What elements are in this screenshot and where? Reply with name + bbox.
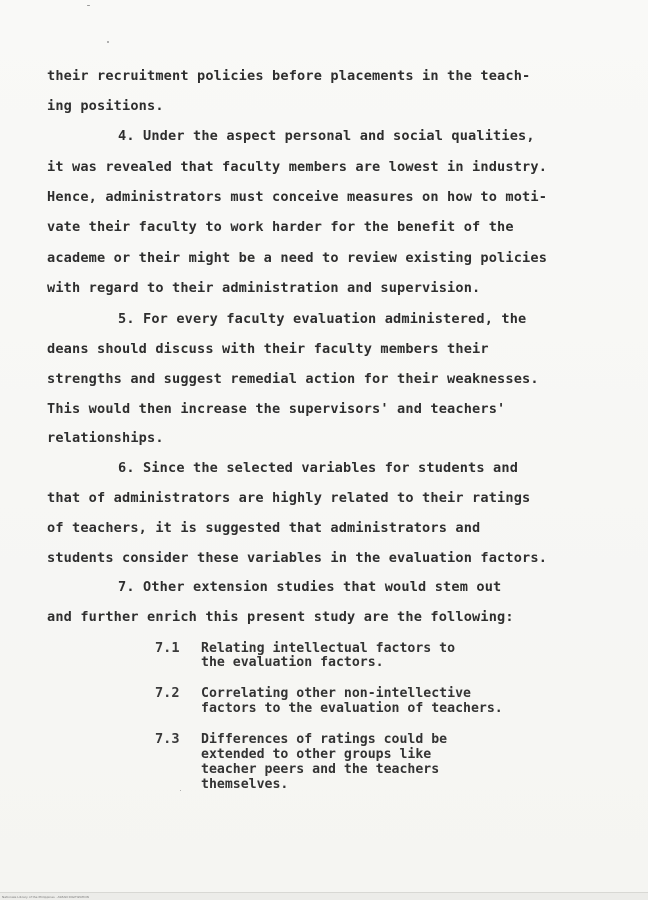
text-line: with regard to their administration and supervision. <box>47 280 481 296</box>
text-line: relationships. <box>47 430 164 446</box>
scan-footer-strip <box>0 892 648 900</box>
text-line: and further enrich this present study are the following: <box>47 609 514 625</box>
subitem-number: 7.1 <box>155 640 180 656</box>
subitem-line: the evaluation factors. <box>201 655 384 670</box>
subitem-line: Correlating other non-intellective <box>201 686 471 701</box>
scan-footer-text: Nationale Library of the Philippines · ASEAN DIGITIZATION <box>2 895 89 899</box>
paper-speck <box>107 41 109 43</box>
text-line: that of administrators are highly related to their ratings <box>47 490 531 506</box>
subitem-number: 7.2 <box>155 685 180 701</box>
subitem-line: Relating intellectual factors to <box>201 641 456 656</box>
paper-speck <box>87 5 90 6</box>
text-line: Hence, administrators must conceive measures on how to moti- <box>47 189 548 205</box>
subitem-line: Differences of ratings could be <box>201 732 448 747</box>
text-line: it was revealed that faculty members are lowest in industry. <box>47 159 548 175</box>
subitem-line: themselves. <box>201 777 289 792</box>
text-line: This would then increase the supervisors' and teachers' <box>47 401 506 417</box>
subitem-number: 7.3 <box>155 731 180 747</box>
text-line: strengths and suggest remedial action for their weaknesses. <box>47 371 539 387</box>
text-line: their recruitment policies before placements in the teach- <box>47 68 531 84</box>
text-line: deans should discuss with their faculty members their <box>47 341 489 357</box>
subitem-line: teacher peers and the teachers <box>201 762 440 777</box>
text-line: ing positions. <box>47 98 164 114</box>
paragraph-6-start: 6. Since the selected variables for students and <box>118 460 519 476</box>
subitem-line: extended to other groups like <box>201 747 432 762</box>
paragraph-5-start: 5. For every faculty evaluation administered, the <box>118 311 527 327</box>
text-line: students consider these variables in the evaluation factors. <box>47 550 548 566</box>
paragraph-4-start: 4. Under the aspect personal and social qualities, <box>118 128 535 144</box>
text-line: of teachers, it is suggested that administrators and <box>47 520 481 536</box>
paper-speck <box>180 790 181 791</box>
text-line: academe or their might be a need to review existing policies <box>47 250 548 266</box>
text-line: vate their faculty to work harder for the benefit of the <box>47 219 514 235</box>
subitem-line: factors to the evaluation of teachers. <box>201 701 503 716</box>
paragraph-7-start: 7. Other extension studies that would stem out <box>118 579 502 595</box>
